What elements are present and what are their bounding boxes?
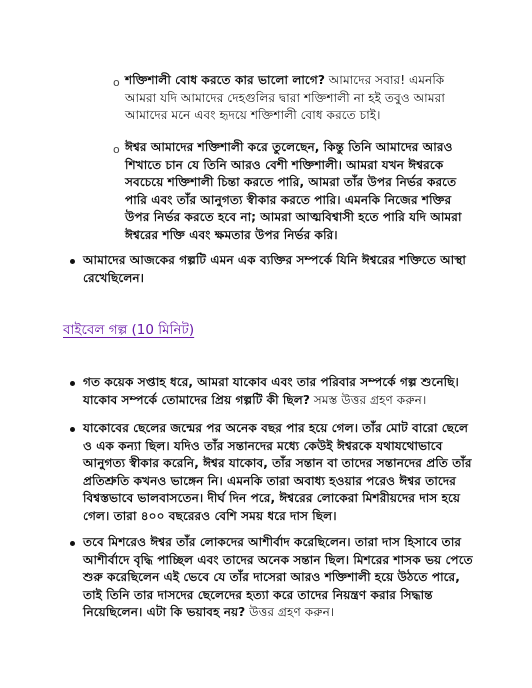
list-item	[83, 534, 478, 622]
sub-bullet-marker: o	[113, 143, 120, 156]
list-item	[83, 252, 478, 287]
list-item-bold-text: তবে মিশরেও ঈশ্বর তাঁর লোকদের আশীর্বাদ করেছিলেন। তারা দাস হিসাবে তার আশীর্বাদে বৃদ্ধি পাচ্ছিল এবং তাদের অনেক সন্তান ছিল। মিশরের শাসক ভয় পেতে শুরু করেছিলেন এই ভেবে যে তাঁর দাসেরা আরও শক্তিশালী হয়ে উঠতে পারে, তাই তিনি তার দাসদের ছেলেদের হত্যা করে তাদের নিয়ন্ত্রণ করার সিদ্ধান্ত নিয়েছিলেন। এটা কি ভয়াবহ নয়?	[83, 535, 473, 619]
list-item-text: উত্তর গ্রহণ করুন।	[245, 605, 335, 619]
list-item-text: সমস্ত উত্তর গ্রহণ করুন।	[309, 392, 427, 407]
bullet-marker	[70, 259, 75, 264]
list-item	[83, 374, 478, 409]
sub-bullet-marker: o	[113, 76, 120, 89]
sub-list-item	[125, 72, 475, 125]
bullet-marker	[70, 381, 75, 386]
sub-item-text: আমাদের সবার! এমনকি আমরা যদি আমাদের দেহগুলির দ্বারা শক্তিশালী না হই তবুও আমরা আমাদের মনে এবং হৃদয়ে শক্তিশালী বোধ করতে চাই।	[125, 73, 445, 122]
section-heading: বাইবেল গল্প (10 মিনিট)	[63, 322, 195, 338]
list-item-bold-text: গত কয়েক সপ্তাহ ধরে, আমরা যাকোব এবং তার পরিবার সম্পর্কে গল্প শুনেছি। যাকোব সম্পর্কে তোমাদের প্রিয় গল্পটি কী ছিল?	[83, 375, 459, 407]
sub-item-bold-text: শক্তিশালী বোধ করতে কার ভালো লাগে?	[125, 73, 325, 87]
sub-list-item	[125, 139, 475, 244]
sub-item-bold-text: ঈশ্বর আমাদের শক্তিশালী করে তুলেছেন, কিন্তু তিনি আমাদের আরও শিখাতে চান যে তিনি আরও বেশী শক্তিশালী। আমরা যখন ঈশ্বরকে সবচেয়ে শক্তিশালী চিন্তা করতে পারি, আমরা তাঁর উপর নির্ভর করতে পারি এবং তাঁর আনুগত্য স্বীকার করতে পারি। এমনকি নিজের শক্তির উপর নির্ভর করতে হবে না; আমরা আত্মবিশ্বাসী হতে পারি যদি আমরা ঈশ্বরের শক্তি এবং ক্ষমতার উপর নির্ভর করি।	[125, 140, 462, 242]
list-item-text: আমাদের আজকের গল্পটি এমন এক ব্যক্তির সম্পর্কে যিনি ঈশ্বরের শক্তিতে আস্থা রেখেছিলেন।	[83, 253, 466, 285]
bullet-marker	[70, 541, 75, 546]
list-item	[83, 420, 478, 525]
bullet-marker	[70, 427, 75, 432]
list-item-text: যাকোবের ছেলের জন্মের পর অনেক বছর পার হয়ে গেল। তাঁর মোট বারো ছেলে ও এক কন্যা ছিল। যদিও তাঁর সন্তানদের মধ্যে কেউই ঈশ্বরকে যথাযথোভাবে আনুগত্য স্বীকার করেনি, ঈশ্বর যাকোব, তাঁর সন্তান বা তাদের সন্তানদের প্রতি তাঁর প্রতিশ্রুতি কখনও ভাঙ্গেন নি। এমনকি তারা অবাধ্য হওয়ার পরেও ঈশ্বর তাদের বিশ্বস্তভাবে ভালবাসতেন। দীর্ঘ দিন পরে, ঈশ্বরের লোকেরা মিশরীয়দের দাস হয়ে গেল। তারা ৪০০ বছরেরও বেশি সময় ধরে দাস ছিল।	[83, 421, 472, 523]
